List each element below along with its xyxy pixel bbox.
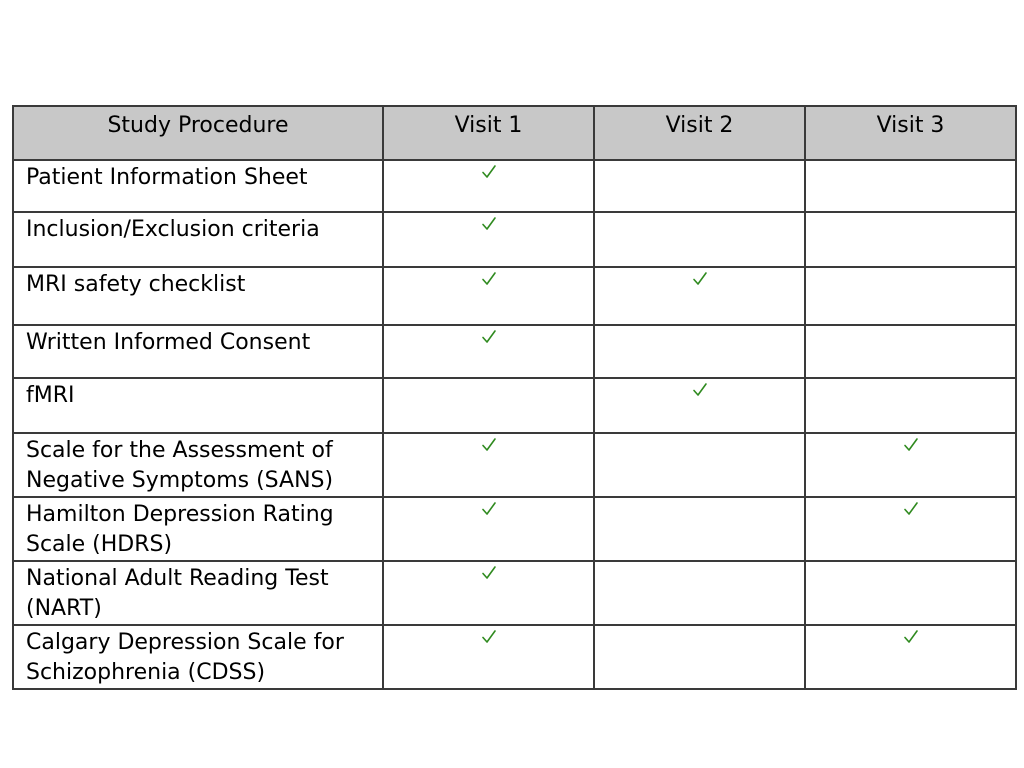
checkmark-icon <box>692 271 708 287</box>
procedure-cell: MRI safety checklist <box>13 267 383 325</box>
visit-1-cell <box>383 325 594 378</box>
visit-1-cell <box>383 625 594 689</box>
header-visit-2: Visit 2 <box>594 106 805 160</box>
visit-1-cell <box>383 497 594 561</box>
table-row <box>13 561 1016 625</box>
procedure-cell: Hamilton Depression Rating Scale (HDRS) <box>13 497 383 561</box>
table-row <box>13 267 1016 325</box>
visit-2-cell <box>594 212 805 267</box>
visit-2-cell <box>594 433 805 497</box>
visit-2-cell <box>594 378 805 433</box>
checkmark-icon <box>481 164 497 180</box>
header-visit-3: Visit 3 <box>805 106 1016 160</box>
visit-2-cell <box>594 497 805 561</box>
visit-3-cell <box>805 433 1016 497</box>
checkmark-icon <box>903 501 919 517</box>
table-row <box>13 160 1016 212</box>
visit-3-cell <box>805 378 1016 433</box>
visit-1-cell <box>383 267 594 325</box>
checkmark-icon <box>481 629 497 645</box>
procedure-cell: fMRI <box>13 378 383 433</box>
visit-2-cell <box>594 625 805 689</box>
header-row <box>13 106 1016 160</box>
visit-1-cell <box>383 433 594 497</box>
procedure-cell: Patient Information Sheet <box>13 160 383 212</box>
checkmark-icon <box>692 382 708 398</box>
checkmark-icon <box>481 437 497 453</box>
procedure-cell: Scale for the Assessment of Negative Symptoms (SANS) <box>13 433 383 497</box>
header-study-procedure: Study Procedure <box>13 106 383 160</box>
visit-3-cell <box>805 625 1016 689</box>
visit-1-cell <box>383 212 594 267</box>
checkmark-icon <box>903 437 919 453</box>
checkmark-icon <box>481 216 497 232</box>
table-row <box>13 212 1016 267</box>
procedure-cell: National Adult Reading Test (NART) <box>13 561 383 625</box>
table-body <box>13 160 1016 689</box>
procedure-cell: Calgary Depression Scale for Schizophrenia (CDSS) <box>13 625 383 689</box>
procedure-cell: Inclusion/Exclusion criteria <box>13 212 383 267</box>
checkmark-icon <box>481 329 497 345</box>
visit-2-cell <box>594 160 805 212</box>
procedure-cell: Written Informed Consent <box>13 325 383 378</box>
visit-3-cell <box>805 212 1016 267</box>
visit-2-cell <box>594 325 805 378</box>
checkmark-icon <box>481 565 497 581</box>
visit-1-cell <box>383 160 594 212</box>
visit-3-cell <box>805 160 1016 212</box>
study-schedule-table <box>12 105 1017 690</box>
table-row <box>13 497 1016 561</box>
visit-2-cell <box>594 561 805 625</box>
visit-3-cell <box>805 325 1016 378</box>
visit-3-cell <box>805 267 1016 325</box>
visit-3-cell <box>805 497 1016 561</box>
visit-1-cell <box>383 378 594 433</box>
checkmark-icon <box>481 271 497 287</box>
visit-3-cell <box>805 561 1016 625</box>
checkmark-icon <box>903 629 919 645</box>
visit-2-cell <box>594 267 805 325</box>
table-row <box>13 378 1016 433</box>
table-row <box>13 625 1016 689</box>
header-visit-1: Visit 1 <box>383 106 594 160</box>
checkmark-icon <box>481 501 497 517</box>
visit-1-cell <box>383 561 594 625</box>
table-row <box>13 433 1016 497</box>
table-row <box>13 325 1016 378</box>
